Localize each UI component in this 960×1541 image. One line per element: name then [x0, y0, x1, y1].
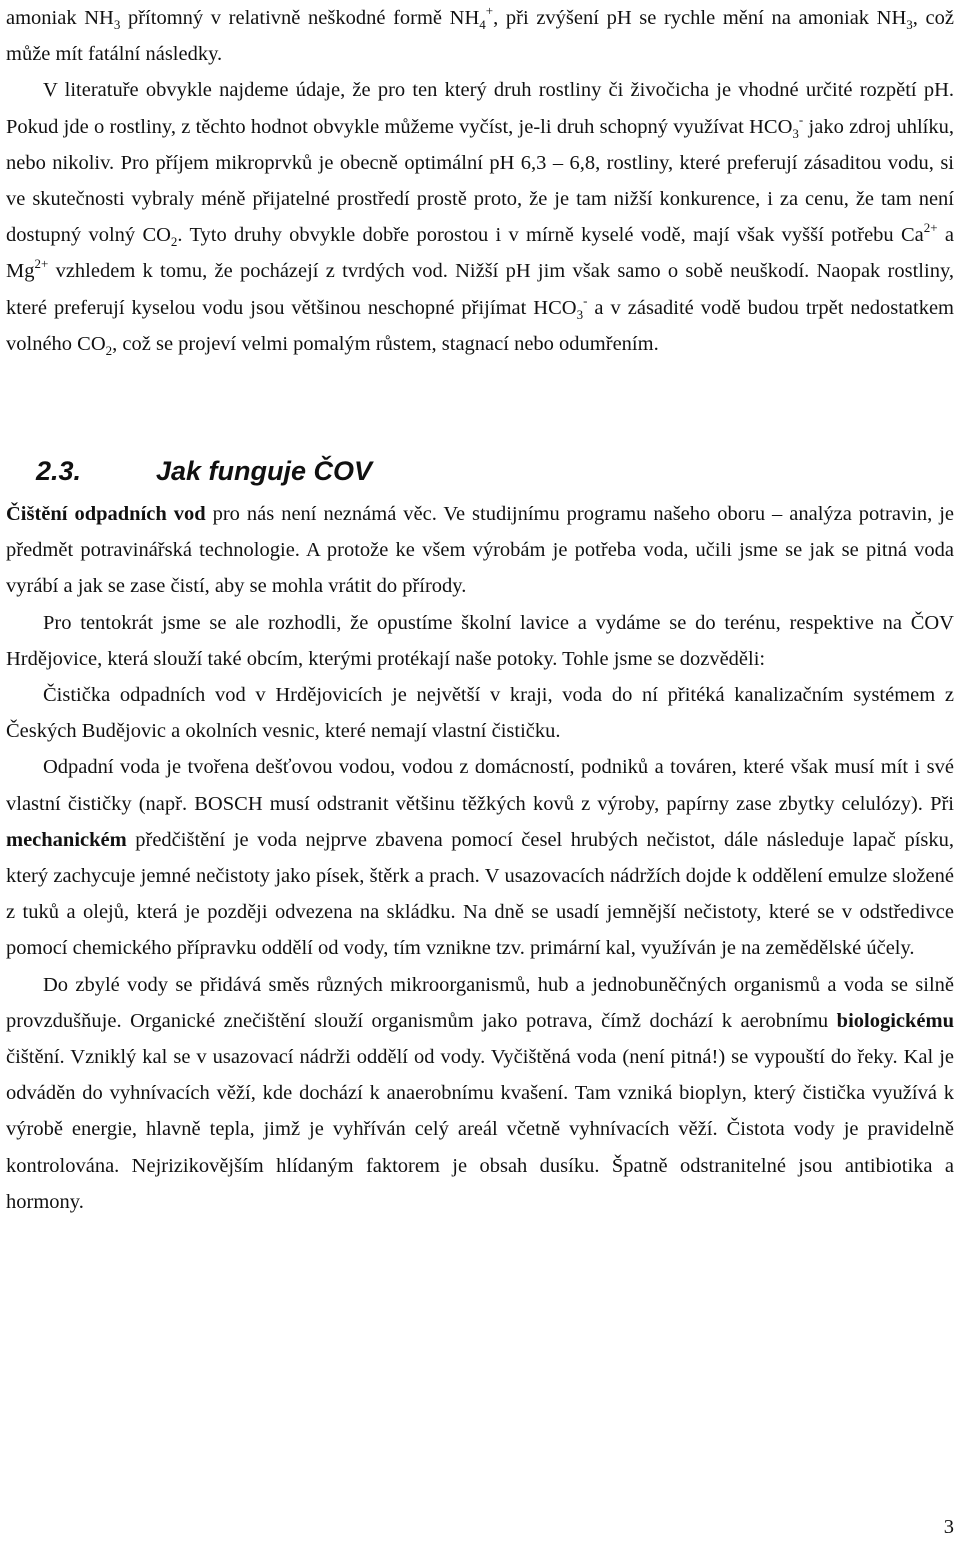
text-run: pro nás není neznámá věc. Ve studijnímu programu našeho oboru – analýza potravin, je předmět potravinářská technologie. A protože ke všem výrobám je potřeba voda, učili jsme se jak se pitná voda vyrábí a jak se zase čistí, aby se mohla vrátit do přírody. — [6, 503, 955, 598]
superscript: 2+ — [34, 256, 49, 272]
paragraph-mechanical-treatment — [6, 749, 954, 966]
superscript: - — [583, 292, 588, 308]
text-run: čištění. Vzniklý kal se v usazovací nádrži oddělí od vody. Vyčištěná voda (není pitná!) se vypouští do řeky. Kal je odváděn do vyhnívacích věží, kde dochází k anaerobnímu kvašení. Tam vzniká bioplyn, který čistička využívá k výrobě energie, hlavně tepla, jimž je vyhříván celý areál včetně vyhnívacích věží. Čistota vody je pravidelně kontrolována. Nejrizikovějším hlídaným faktorem je obsah dusíku. Špatně odstranitelné jsou antibiotika a hormony. — [6, 1046, 954, 1213]
bold-term: Čištění odpadních vod — [6, 503, 206, 525]
bold-term: biologickému — [836, 1009, 954, 1032]
text-run: Do zbylé vody se přidává směs různých mikroorganismů, hub a jednobuněčných organismů a voda se silně provzdušňuje. Organické znečištění slouží organismům jako potrava, čímž dochází k aerobnímu — [6, 973, 954, 1032]
section-title: Jak funguje ČOV — [156, 456, 373, 486]
text-run: , při zvýšení pH se rychle mění na amoniak NH — [493, 7, 907, 29]
subscript: 2 — [170, 234, 178, 250]
paragraph-biological-treatment — [6, 967, 954, 1220]
subscript: 3 — [906, 17, 913, 32]
text-run: a v zásadité vodě budou trpět nedostatkem volného CO — [6, 296, 955, 355]
text-run: předčištění je voda nejprve zbavena pomocí česel hrubých nečistot, dále následuje lapač písku, který zachycuje jemné nečistoty jako písek, štěrk a prach. V usazovacích nádržích dojde k oddělení emulze složené z tuků a olejů, která je později odvezena na skládku. Na dně se usadí jemnější nečistoty, které se v odstředivce pomocí chemického přípravku oddělí od vody, tím vznikne tzv. primární kal, využíván je na zemědělské účely. — [6, 828, 954, 960]
section-number: 2.3. — [36, 456, 82, 486]
section-heading — [36, 456, 372, 487]
section-body — [6, 496, 954, 1220]
bold-term: mechanickém — [6, 828, 127, 851]
paragraph-ammonia — [6, 0, 954, 72]
text-run: . Tyto druhy obvykle dobře porostou i v mírně kyselé vodě, mají však vyšší potřebu Ca — [177, 224, 924, 247]
text-run: a Mg — [6, 224, 954, 283]
superscript: + — [485, 3, 494, 18]
subscript: 3 — [576, 306, 584, 322]
paragraph-wastewater-intro — [6, 496, 954, 605]
text-run: , což se projeví velmi pomalým růstem, stagnací nebo odumřením. — [112, 332, 659, 355]
paragraph-plant-description: Čistička odpadních vod v Hrdějovicích je největší v kraji, voda do ní přitéká kanalizačním systémem z Českých Budějovic a okolních vesnic, které nemají vlastní čističku. — [6, 684, 954, 743]
text-run: amoniak NH — [6, 7, 114, 29]
subscript: 3 — [113, 17, 121, 32]
text-run: přítomný v relativně neškodné formě NH — [120, 7, 480, 29]
text-run: Odpadní voda je tvořena dešťovou vodou, vodou z domácností, podniků a továren, které však musí mít i své vlastní čističky (např. BOSCH musí odstranit většinu těžkých kovů z výroby, papírny zase zbytky celulózy). Při — [6, 756, 954, 815]
superscript: 2+ — [923, 220, 938, 236]
subscript: 4 — [479, 17, 486, 32]
intro-block — [6, 0, 954, 362]
paragraph-field-trip: Pro tentokrát jsme se ale rozhodli, že opustíme školní lavice a vydáme se do terénu, respektive na ČOV Hrdějovice, která slouží také obcím, kterými protékají naše potoky. Tohle jsme se dozvěděli: — [6, 611, 954, 670]
text-run: jako zdroj uhlíku, nebo nikoliv. Pro příjem mikroprvků je obecně optimální pH 6,3 – 6,8, rostliny, které preferují zásaditou vodu, si ve skutečnosti vybraly méně přijatelné prostředí prostě proto, že je tam nižší konkurence, i za cenu, že tam není dostupný volný CO — [6, 115, 954, 247]
text-run: V literatuře obvykle najdeme údaje, že pro ten který druh rostliny či živočicha je vhodné určité rozpětí pH. Pokud jde o rostliny, z těchto hodnot obvykle můžeme vyčíst, je-li druh schopný využívat HCO — [6, 79, 954, 138]
page-number: 3 — [943, 1516, 954, 1538]
subscript: 2 — [105, 342, 113, 358]
superscript: - — [798, 111, 804, 127]
subscript: 3 — [792, 125, 799, 141]
text-run: vzhledem k tomu, že pocházejí z tvrdých vod. Nižší pH jim však samo o sobě neuškodí. Naopak rostliny, které preferují kyselou vodu jsou většinou neschopné přijímat HCO — [6, 260, 954, 319]
paragraph-ph-range — [6, 72, 954, 362]
text-run: , což může mít fatální následky. — [6, 7, 955, 66]
